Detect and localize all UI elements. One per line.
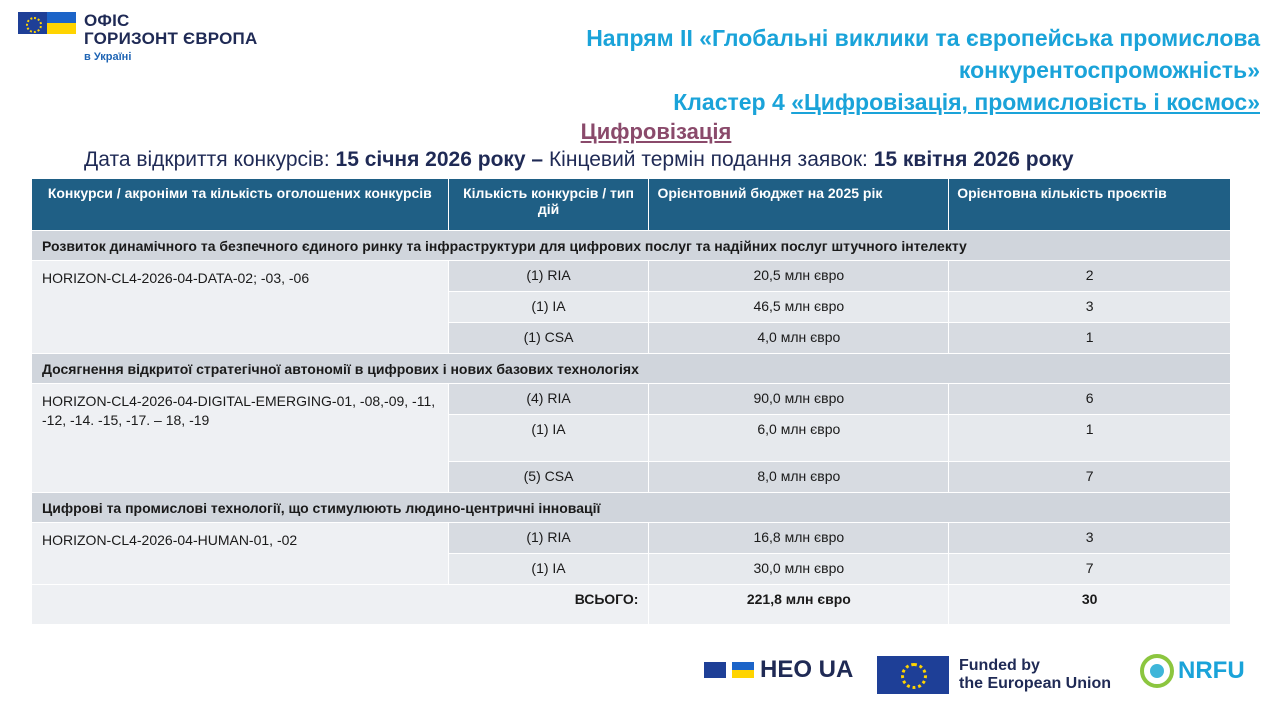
eu-flag-icon <box>18 12 47 34</box>
projects: 1 <box>949 415 1231 462</box>
call-dates <box>84 148 1074 172</box>
budget: 30,0 млн євро <box>649 554 949 585</box>
logo-flags <box>18 12 76 34</box>
title-line-2: конкурентоспроможність» <box>958 57 1260 83</box>
eu-flag-icon <box>877 656 949 694</box>
action-type: (1) IA <box>448 292 649 323</box>
call-code: HORIZON-CL4-2026-04-DIGITAL-EMERGING-01, -08,-09, -11, -12, -14. -15, -17. – 18, -19 <box>32 384 449 493</box>
nrfu-text: NRFU <box>1178 657 1245 684</box>
ukraine-flag-icon <box>47 12 76 34</box>
deadline-label: Кінцевий термін подання заявок: <box>543 148 874 171</box>
projects: 1 <box>949 323 1231 354</box>
call-code: HORIZON-CL4-2026-04-HUMAN-01, -02 <box>32 523 449 585</box>
action-type: (1) IA <box>448 554 649 585</box>
logo-line-2: ГОРИЗОНТ ЄВРОПА <box>84 28 258 48</box>
open-label: Дата відкриття конкурсів: <box>84 148 336 171</box>
budget: 20,5 млн євро <box>649 261 949 292</box>
budget: 16,8 млн євро <box>649 523 949 554</box>
open-date: 15 січня 2026 року – <box>335 148 544 171</box>
header-action-type: Кількість конкурсів / тип дій <box>448 179 649 231</box>
eu-logo-line-1: Funded by <box>959 657 1040 674</box>
projects: 2 <box>949 261 1231 292</box>
budget: 90,0 млн євро <box>649 384 949 415</box>
action-type: (4) RIA <box>448 384 649 415</box>
eu-logo-line-2: the European Union <box>959 675 1111 692</box>
subtopic-link[interactable]: Цифровізація <box>580 119 732 144</box>
neo-ua-text: HEO UA <box>760 656 854 683</box>
projects: 6 <box>949 384 1231 415</box>
table-row <box>32 261 1231 292</box>
logo-line-3: в Україні <box>84 50 132 63</box>
total-budget: 221,8 млн євро <box>649 585 949 625</box>
horizon-europe-office-logo <box>18 12 257 63</box>
deadline-date: 15 квітня 2026 року <box>873 148 1074 171</box>
calls-table <box>31 178 1231 625</box>
budget: 8,0 млн євро <box>649 462 949 493</box>
table-header-row <box>32 179 1231 231</box>
cluster-name-link[interactable]: «Цифровізація, промисловість і космос» <box>791 89 1260 115</box>
header-calls: Конкурси / акроніми та кількість оголошених конкурсів <box>32 179 449 231</box>
projects: 7 <box>949 462 1231 493</box>
footer-logos <box>0 650 1280 720</box>
section-row <box>32 231 1231 261</box>
total-label: ВСЬОГО: <box>32 585 649 625</box>
total-row <box>32 585 1231 625</box>
nrfu-logo <box>1140 654 1245 688</box>
section-row <box>32 354 1231 384</box>
eu-flag-icon <box>704 662 726 678</box>
table-row <box>32 384 1231 415</box>
projects: 3 <box>949 292 1231 323</box>
title-line-1: Напрям II «Глобальні виклики та європейська промислова <box>586 25 1260 51</box>
header-budget: Орієнтовний бюджет на 2025 рік <box>649 179 949 231</box>
cluster-prefix: Кластер 4 <box>673 89 792 115</box>
neo-ua-logo <box>704 656 853 684</box>
ukraine-flag-icon <box>732 662 754 678</box>
projects: 7 <box>949 554 1231 585</box>
budget: 4,0 млн євро <box>649 323 949 354</box>
header-projects: Орієнтовна кількість проєктів <box>949 179 1231 231</box>
table-row <box>32 523 1231 554</box>
section-title: Досягнення відкритої стратегічної автономії в цифрових і нових базових технологіях <box>32 354 1231 384</box>
projects: 3 <box>949 523 1231 554</box>
section-title: Цифрові та промислові технології, що стимулюють людино-центричні інновації <box>32 493 1231 523</box>
call-code: HORIZON-CL4-2026-04-DATA-02; -03, -06 <box>32 261 449 354</box>
funded-by-eu-logo <box>877 656 1111 694</box>
slide-title <box>360 22 1260 118</box>
action-type: (1) RIA <box>448 261 649 292</box>
section-title: Розвиток динамічного та безпечного єдиного ринку та інфраструктури для цифрових послуг та надійних послуг штучного інтелекту <box>32 231 1231 261</box>
action-type: (5) CSA <box>448 462 649 493</box>
total-projects: 30 <box>949 585 1231 625</box>
logo-line-1: ОФІС <box>84 11 130 30</box>
budget: 46,5 млн євро <box>649 292 949 323</box>
budget: 6,0 млн євро <box>649 415 949 462</box>
cluster-title <box>360 86 1260 118</box>
nrfu-mark-icon <box>1140 654 1174 688</box>
action-type: (1) RIA <box>448 523 649 554</box>
action-type: (1) IA <box>448 415 649 462</box>
section-row <box>32 493 1231 523</box>
action-type: (1) CSA <box>448 323 649 354</box>
